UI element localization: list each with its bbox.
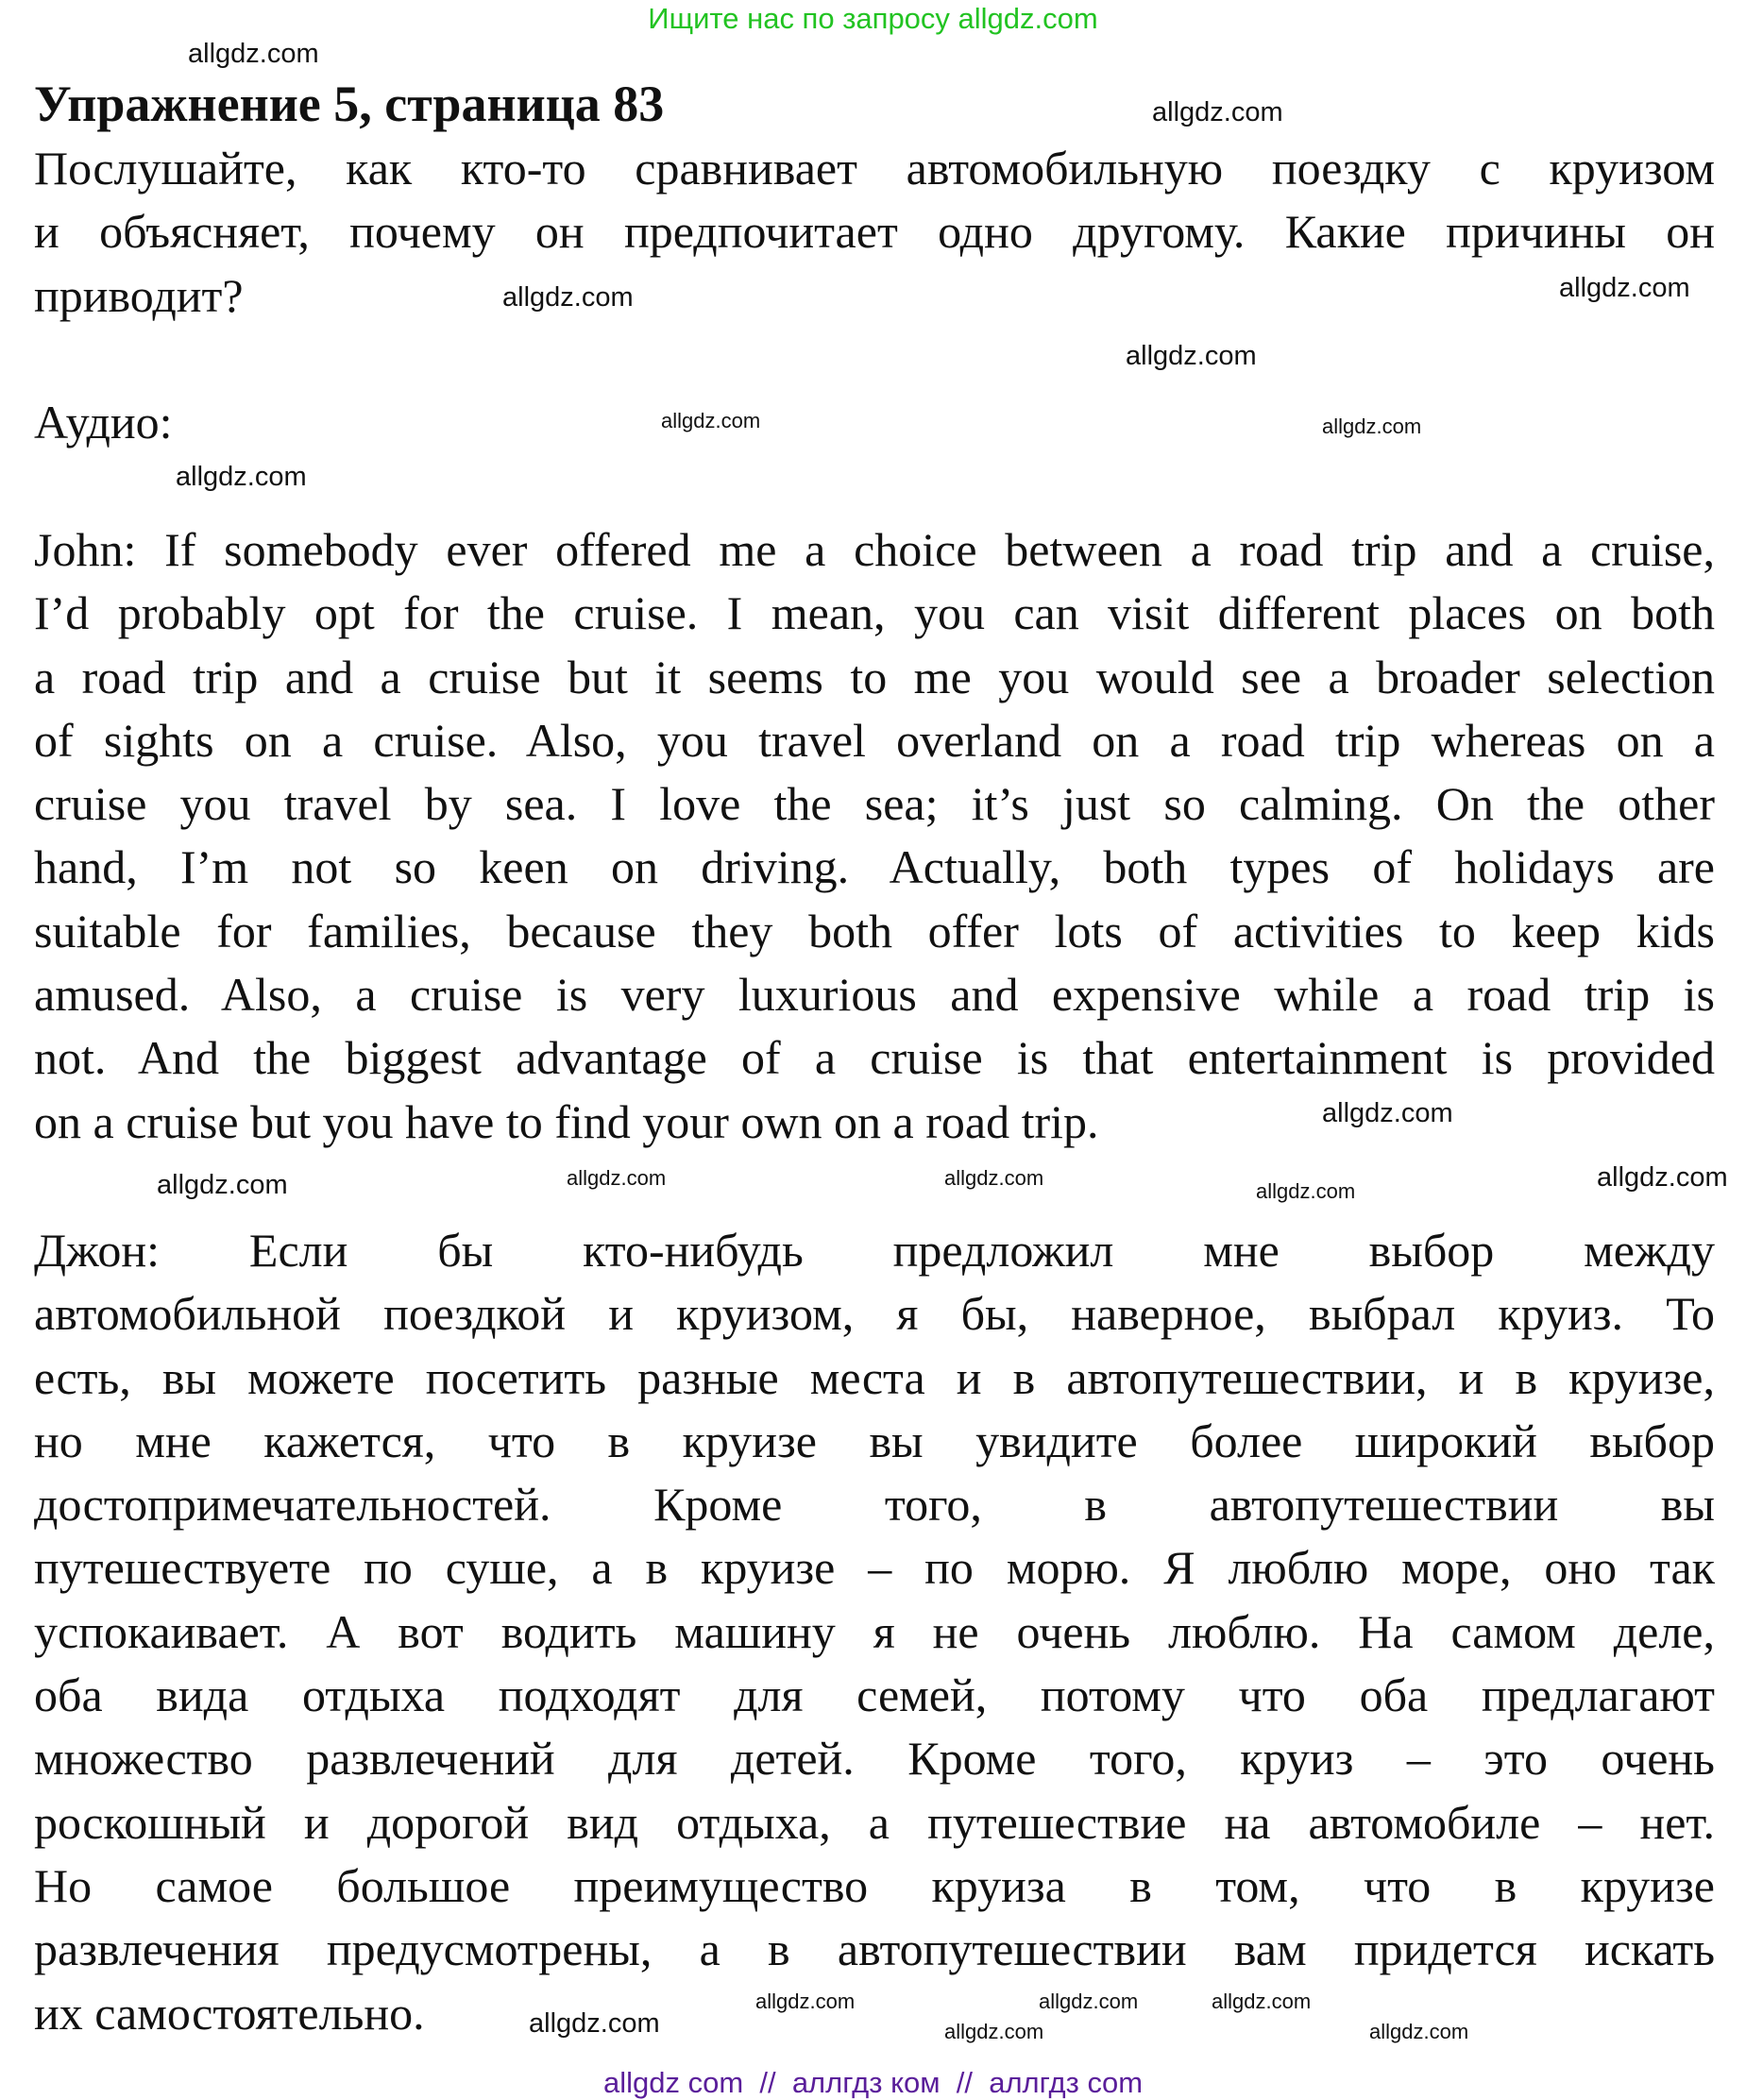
intro-line: и объясняет, почему он предпочитает одно другому. Какие причины он xyxy=(34,205,1715,259)
intro-line: Послушайте, как кто-то сравнивает автомобильную поездку с круизом xyxy=(34,142,1715,195)
audio-label: Аудио: xyxy=(34,396,173,449)
watermark: allgdz.com xyxy=(1322,415,1422,438)
watermark: allgdz.com xyxy=(1369,2020,1469,2043)
watermark: allgdz.com xyxy=(1212,1990,1312,2013)
english-line: I’d probably opt for the cruise. I mean, you can visit different places on both xyxy=(34,586,1715,640)
watermark: allgdz.com xyxy=(529,2008,660,2039)
english-line: hand, I’m not so keen on driving. Actually, both types of holidays are xyxy=(34,840,1715,894)
watermark: allgdz.com xyxy=(944,2020,1044,2043)
russian-line: Но самое большое преимущество круиза в том, что в круизе xyxy=(34,1858,1715,1912)
english-line: a road trip and a cruise but it seems to me you would see a broader selection xyxy=(34,650,1715,703)
russian-line: развлечения предусмотрены, а в автопутешествии вам придется искать xyxy=(34,1922,1715,1976)
english-line: cruise you travel by sea. I love the sea; it’s just so calming. On the other xyxy=(34,777,1715,831)
watermark: allgdz.com xyxy=(1597,1162,1728,1193)
audio-label-block xyxy=(34,391,173,454)
english-line: John: If somebody ever offered me a choice between a road trip and a cruise, xyxy=(34,523,1715,576)
watermark: allgdz.com xyxy=(176,462,307,492)
russian-line: есть, вы можете посетить разные места и в автопутешествии, и в круизе, xyxy=(34,1350,1715,1404)
top-banner: Ищите нас по запросу allgdz.com xyxy=(648,2,1098,35)
russian-line: достопримечательностей. Кроме того, в автопутешествии вы xyxy=(34,1478,1715,1532)
russian-line: автомобильной поездкой и круизом, я бы, наверное, выбрал круиз. То xyxy=(34,1287,1715,1341)
english-line: on a cruise but you have to find your own on a road trip. xyxy=(34,1094,1099,1148)
russian-translation xyxy=(34,1219,1715,2045)
watermark: allgdz.com xyxy=(567,1166,667,1190)
watermark: allgdz.com xyxy=(1039,1990,1139,2013)
intro-paragraph xyxy=(34,137,1715,328)
footer-links: allgdz com // аллгдз ком // аллгдз com xyxy=(602,2066,1144,2099)
russian-line: успокаивает. А вот водить машину я не очень люблю. На самом деле, xyxy=(34,1604,1715,1658)
russian-line: но мне кажется, что в круизе вы увидите более широкий выбор xyxy=(34,1414,1715,1467)
russian-line: оба вида отдыха подходят для семей, потому что оба предлагают xyxy=(34,1668,1715,1722)
russian-line: роскошный и дорогой вид отдыха, а путешествие на автомобиле – нет. xyxy=(34,1795,1715,1849)
russian-line: множество развлечений для детей. Кроме того, круиз – это очень xyxy=(34,1732,1715,1786)
intro-line: приводит? xyxy=(34,268,244,322)
english-line: not. And the biggest advantage of a cruise is that entertainment is provided xyxy=(34,1031,1715,1085)
watermark: allgdz.com xyxy=(661,409,761,432)
english-line: amused. Also, a cruise is very luxurious and expensive while a road trip is xyxy=(34,968,1715,1022)
watermark: allgdz.com xyxy=(944,1166,1044,1190)
watermark: allgdz.com xyxy=(188,39,319,69)
watermark: allgdz.com xyxy=(1126,341,1257,371)
watermark: allgdz.com xyxy=(502,282,634,313)
russian-line: путешествуете по суше, а в круизе – по морю. Я люблю море, оно так xyxy=(34,1541,1715,1595)
watermark: allgdz.com xyxy=(755,1990,856,2013)
russian-line: их самостоятельно. xyxy=(34,1986,425,2040)
watermark: allgdz.com xyxy=(1322,1098,1453,1128)
watermark: allgdz.com xyxy=(1256,1179,1356,1203)
english-line: suitable for families, because they both offer lots of activities to keep kids xyxy=(34,904,1715,957)
watermark: allgdz.com xyxy=(1152,97,1283,127)
english-transcript xyxy=(34,518,1715,1154)
english-line: of sights on a cruise. Also, you travel overland on a road trip whereas on a xyxy=(34,713,1715,767)
watermark: allgdz.com xyxy=(1559,273,1690,303)
page-title: Упражнение 5, страница 83 xyxy=(34,76,665,132)
russian-line: Джон: Если бы кто-нибудь предложил мне выбор между xyxy=(34,1224,1715,1277)
watermark: allgdz.com xyxy=(157,1170,288,1200)
